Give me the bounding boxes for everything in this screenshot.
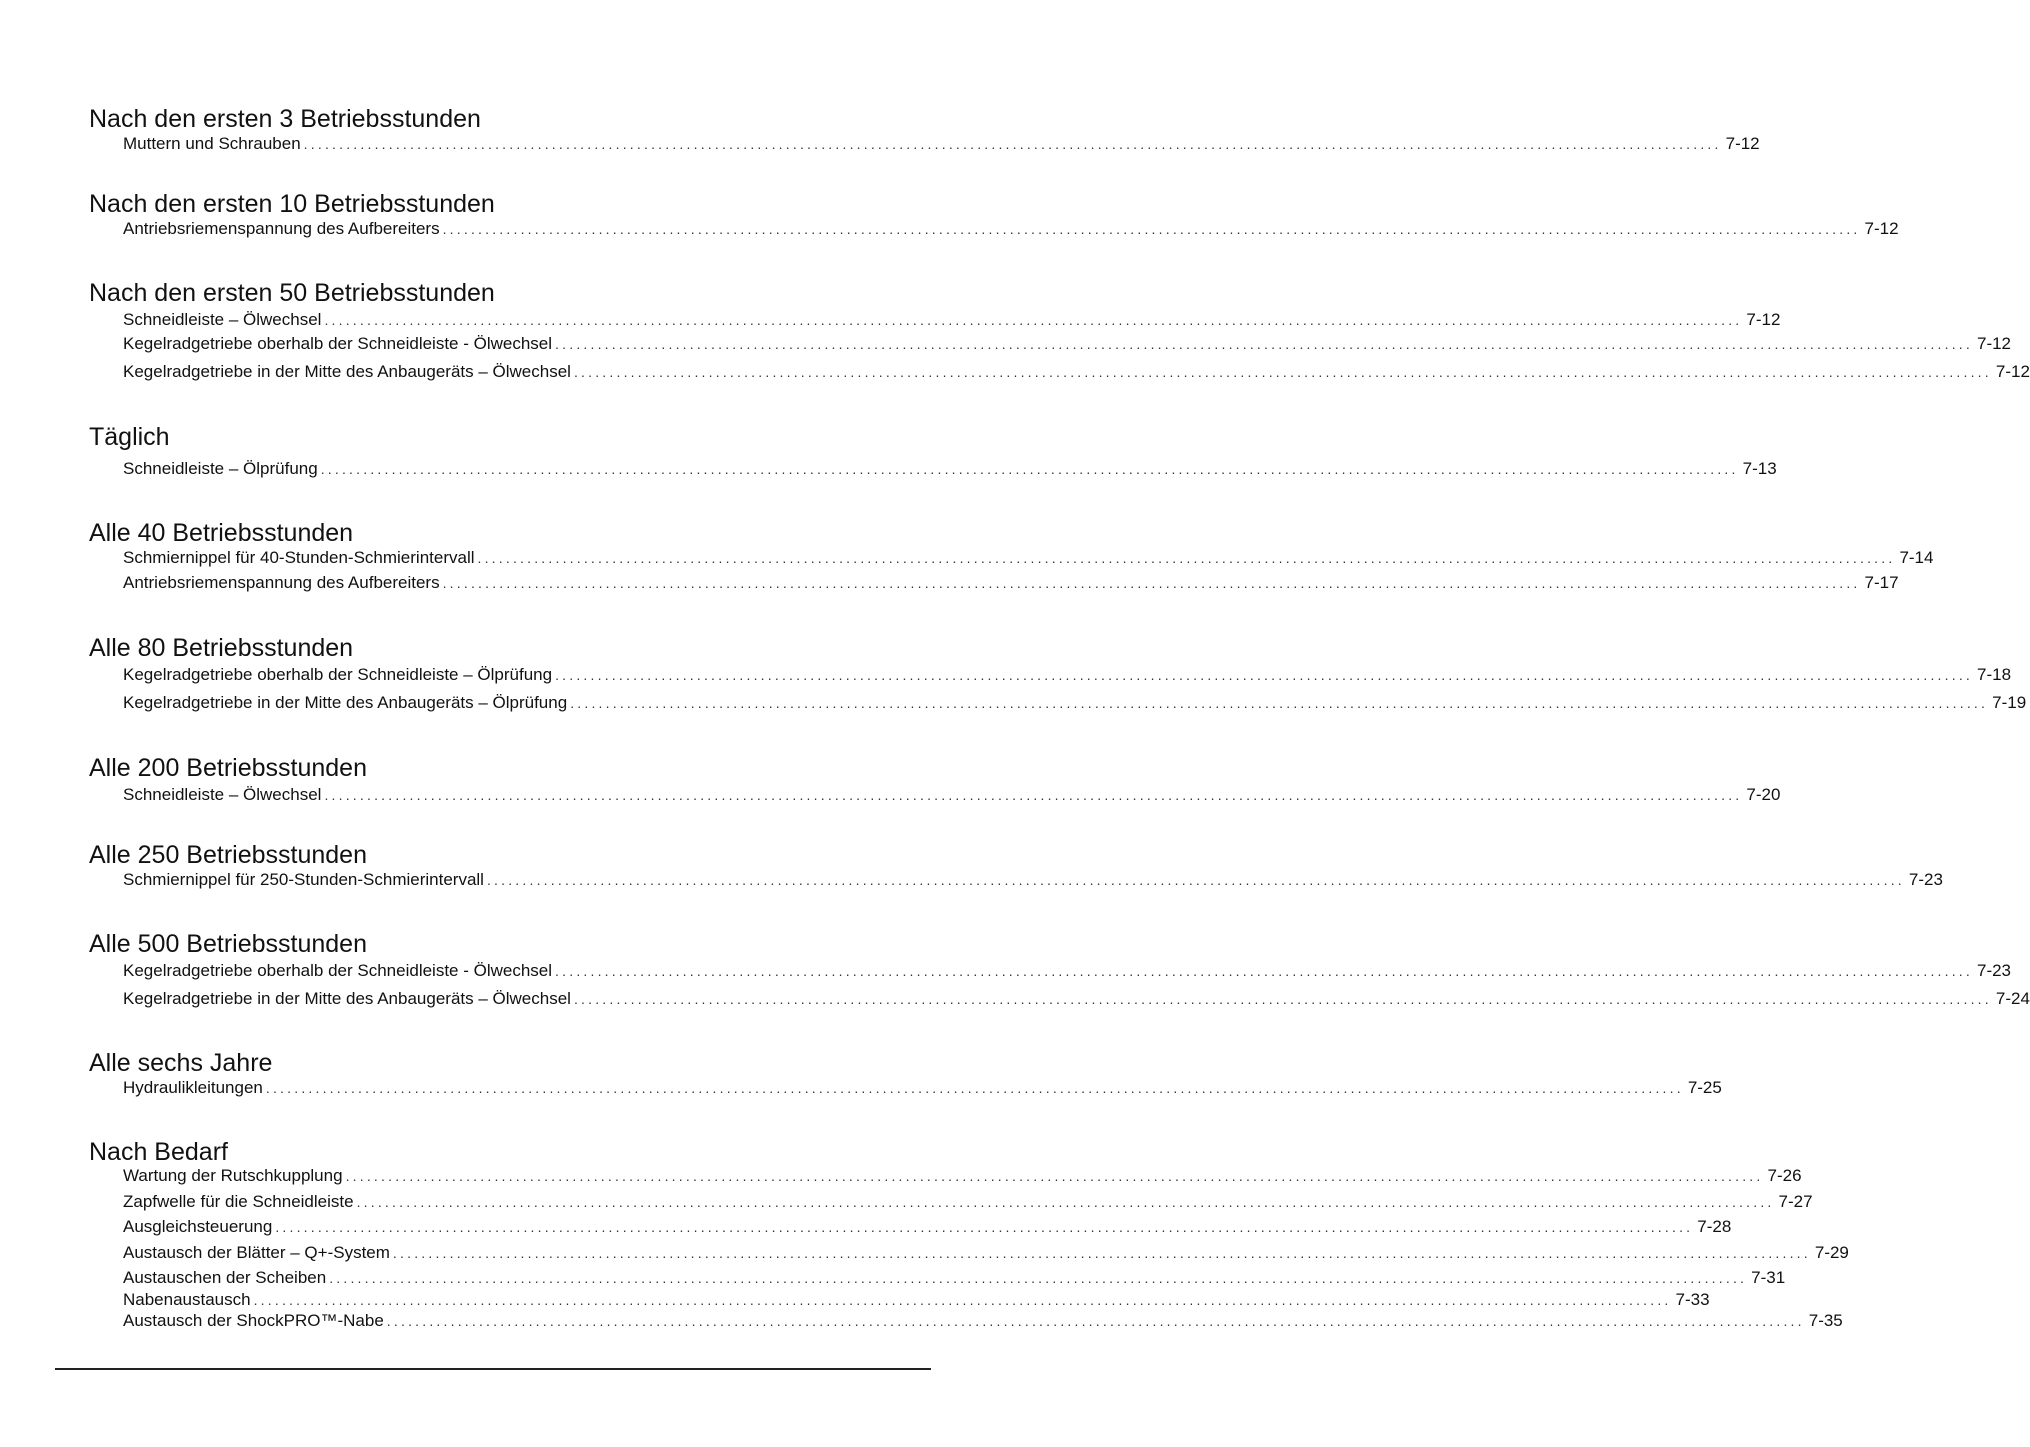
toc-entry[interactable]	[123, 1310, 1843, 1332]
toc-entry-label: Hydraulikleitungen	[123, 1078, 263, 1097]
toc-entry[interactable]	[123, 664, 2012, 686]
toc-entry-page: 7-17	[1864, 573, 1899, 592]
dot-leader: ........................................................................................................................................................................................................	[324, 787, 1743, 803]
dot-leader: ........................................................................................................................................................................................................	[303, 136, 1722, 152]
toc-entry-label: Kegelradgetriebe oberhalb der Schneidleiste - Ölwechsel	[123, 334, 553, 353]
toc-entry-label: Nabenaustausch	[123, 1290, 251, 1309]
toc-entry-page: 7-31	[1751, 1268, 1786, 1287]
toc-entry-page: 7-25	[1687, 1078, 1722, 1097]
toc-entry-label: Wartung der Rutschkupplung	[123, 1166, 343, 1185]
toc-entry-page: 7-19	[1992, 693, 2027, 712]
section-heading: Alle sechs Jahre	[89, 1049, 273, 1077]
toc-entry-page: 7-12	[1864, 219, 1899, 238]
section-heading: Täglich	[89, 423, 170, 451]
toc-entry-page: 7-33	[1675, 1290, 1710, 1309]
section-heading: Alle 80 Betriebsstunden	[89, 634, 354, 662]
toc-entry-label: Austauschen der Scheiben	[123, 1268, 327, 1287]
toc-entry-page: 7-12	[1976, 334, 2012, 353]
toc-entry-label: Antriebsriemenspannung des Aufbereiters	[123, 219, 440, 238]
section-heading: Nach Bedarf	[89, 1138, 228, 1166]
toc-entry[interactable]	[123, 309, 1781, 331]
toc-entry[interactable]	[123, 988, 2030, 1010]
toc-entry-page: 7-14	[1899, 548, 1934, 567]
toc-entry[interactable]	[123, 218, 1899, 240]
toc-entry-page: 7-12	[1995, 362, 2030, 381]
toc-entry[interactable]	[123, 1289, 1710, 1311]
toc-entry-page: 7-23	[1976, 961, 2012, 980]
toc-entry[interactable]	[123, 692, 2027, 714]
toc-entry-page: 7-12	[1725, 134, 1760, 153]
dot-leader: ........................................................................................................................................................................................................	[356, 1194, 1775, 1210]
section-heading: Alle 200 Betriebsstunden	[89, 754, 367, 782]
section-heading: Nach den ersten 50 Betriebsstunden	[89, 279, 495, 307]
dot-leader: ........................................................................................................................................................................................................	[253, 1292, 1672, 1308]
toc-entry-label: Kegelradgetriebe in der Mitte des Anbaugeräts – Ölwechsel	[123, 989, 571, 1008]
toc-entry-page: 7-13	[1742, 459, 1777, 478]
toc-entry-label: Schneidleiste – Ölprüfung	[123, 459, 318, 478]
section-heading: Alle 250 Betriebsstunden	[89, 841, 367, 869]
toc-entry-page: 7-20	[1746, 785, 1781, 804]
toc-entry-label: Zapfwelle für die Schneidleiste	[123, 1192, 354, 1211]
toc-entry-label: Schmiernippel für 250-Stunden-Schmierintervall	[123, 870, 484, 889]
toc-entry[interactable]	[123, 1216, 1732, 1238]
toc-entry-page: 7-18	[1977, 665, 2012, 684]
dot-leader: ........................................................................................................................................................................................................	[324, 312, 1743, 328]
dot-leader: ........................................................................................................................................................................................................	[570, 695, 1989, 711]
dot-leader: ........................................................................................................................................................................................................	[486, 872, 1905, 888]
toc-entry-page: 7-27	[1778, 1192, 1813, 1211]
toc-entry[interactable]	[123, 1242, 1849, 1264]
section-heading: Nach den ersten 3 Betriebsstunden	[89, 105, 481, 133]
toc-entry[interactable]	[123, 869, 1943, 891]
toc-entry-label: Schmiernippel für 40-Stunden-Schmierintervall	[123, 548, 475, 567]
toc-entry-label: Kegelradgetriebe oberhalb der Schneidleiste - Ölwechsel	[123, 961, 553, 980]
dot-leader: ........................................................................................................................................................................................................	[442, 575, 1861, 591]
toc-entry-label: Kegelradgetriebe in der Mitte des Anbaugeräts – Ölprüfung	[123, 693, 568, 712]
dot-leader: ........................................................................................................................................................................................................	[265, 1080, 1684, 1096]
toc-entry-label: Schneidleiste – Ölwechsel	[123, 310, 322, 329]
footer-divider	[55, 1368, 931, 1370]
toc-entry-page: 7-12	[1746, 310, 1781, 329]
dot-leader: ........................................................................................................................................................................................................	[320, 461, 1739, 477]
toc-entry-label: Kegelradgetriebe in der Mitte des Anbaugeräts – Ölwechsel	[123, 362, 571, 381]
dot-leader: ........................................................................................................................................................................................................	[386, 1313, 1805, 1329]
toc-entry[interactable]	[123, 547, 1934, 569]
dot-leader: ........................................................................................................................................................................................................	[477, 550, 1896, 566]
toc-entry-page: 7-26	[1767, 1166, 1802, 1185]
toc-entry-page: 7-23	[1908, 870, 1943, 889]
toc-entry[interactable]	[123, 361, 2030, 383]
toc-entry-label: Ausgleichsteuerung	[123, 1217, 273, 1236]
toc-entry-label: Muttern und Schrauben	[123, 134, 301, 153]
toc-entry[interactable]	[123, 458, 1777, 480]
dot-leader: ........................................................................................................................................................................................................	[329, 1270, 1748, 1286]
toc-entry-label: Schneidleiste – Ölwechsel	[123, 785, 322, 804]
toc-entry[interactable]	[123, 784, 1781, 806]
toc-entry[interactable]	[123, 572, 1899, 594]
toc-entry[interactable]	[123, 960, 2012, 982]
dot-leader: ........................................................................................................................................................................................................	[555, 963, 1973, 979]
section-heading: Alle 500 Betriebsstunden	[89, 930, 367, 958]
toc-entry-page: 7-24	[1995, 989, 2030, 1008]
dot-leader: ........................................................................................................................................................................................................	[345, 1168, 1764, 1184]
toc-entry-label: Austausch der ShockPRO™-Nabe	[123, 1311, 384, 1330]
toc-entry[interactable]	[123, 333, 2012, 355]
dot-leader: ........................................................................................................................................................................................................	[573, 364, 1992, 380]
toc-entry-label: Kegelradgetriebe oberhalb der Schneidleiste – Ölprüfung	[123, 665, 553, 684]
dot-leader: ........................................................................................................................................................................................................	[442, 221, 1861, 237]
section-heading: Nach den ersten 10 Betriebsstunden	[89, 190, 495, 218]
toc-entry-page: 7-35	[1808, 1311, 1843, 1330]
dot-leader: ........................................................................................................................................................................................................	[275, 1219, 1694, 1235]
dot-leader: ........................................................................................................................................................................................................	[392, 1245, 1811, 1261]
toc-entry-page: 7-28	[1697, 1217, 1732, 1236]
toc-entry-label: Austausch der Blätter – Q+-System	[123, 1243, 390, 1262]
toc-entry-label: Antriebsriemenspannung des Aufbereiters	[123, 573, 440, 592]
toc-entry[interactable]	[123, 1165, 1802, 1187]
toc-entry[interactable]	[123, 1267, 1786, 1289]
section-heading: Alle 40 Betriebsstunden	[89, 519, 354, 547]
dot-leader: ........................................................................................................................................................................................................	[555, 667, 1974, 683]
dot-leader: ........................................................................................................................................................................................................	[573, 991, 1992, 1007]
toc-entry[interactable]	[123, 1191, 1813, 1213]
toc-entry-page: 7-29	[1814, 1243, 1849, 1262]
toc-entry[interactable]	[123, 1077, 1722, 1099]
toc-entry[interactable]	[123, 133, 1760, 155]
dot-leader: ........................................................................................................................................................................................................	[555, 336, 1973, 352]
